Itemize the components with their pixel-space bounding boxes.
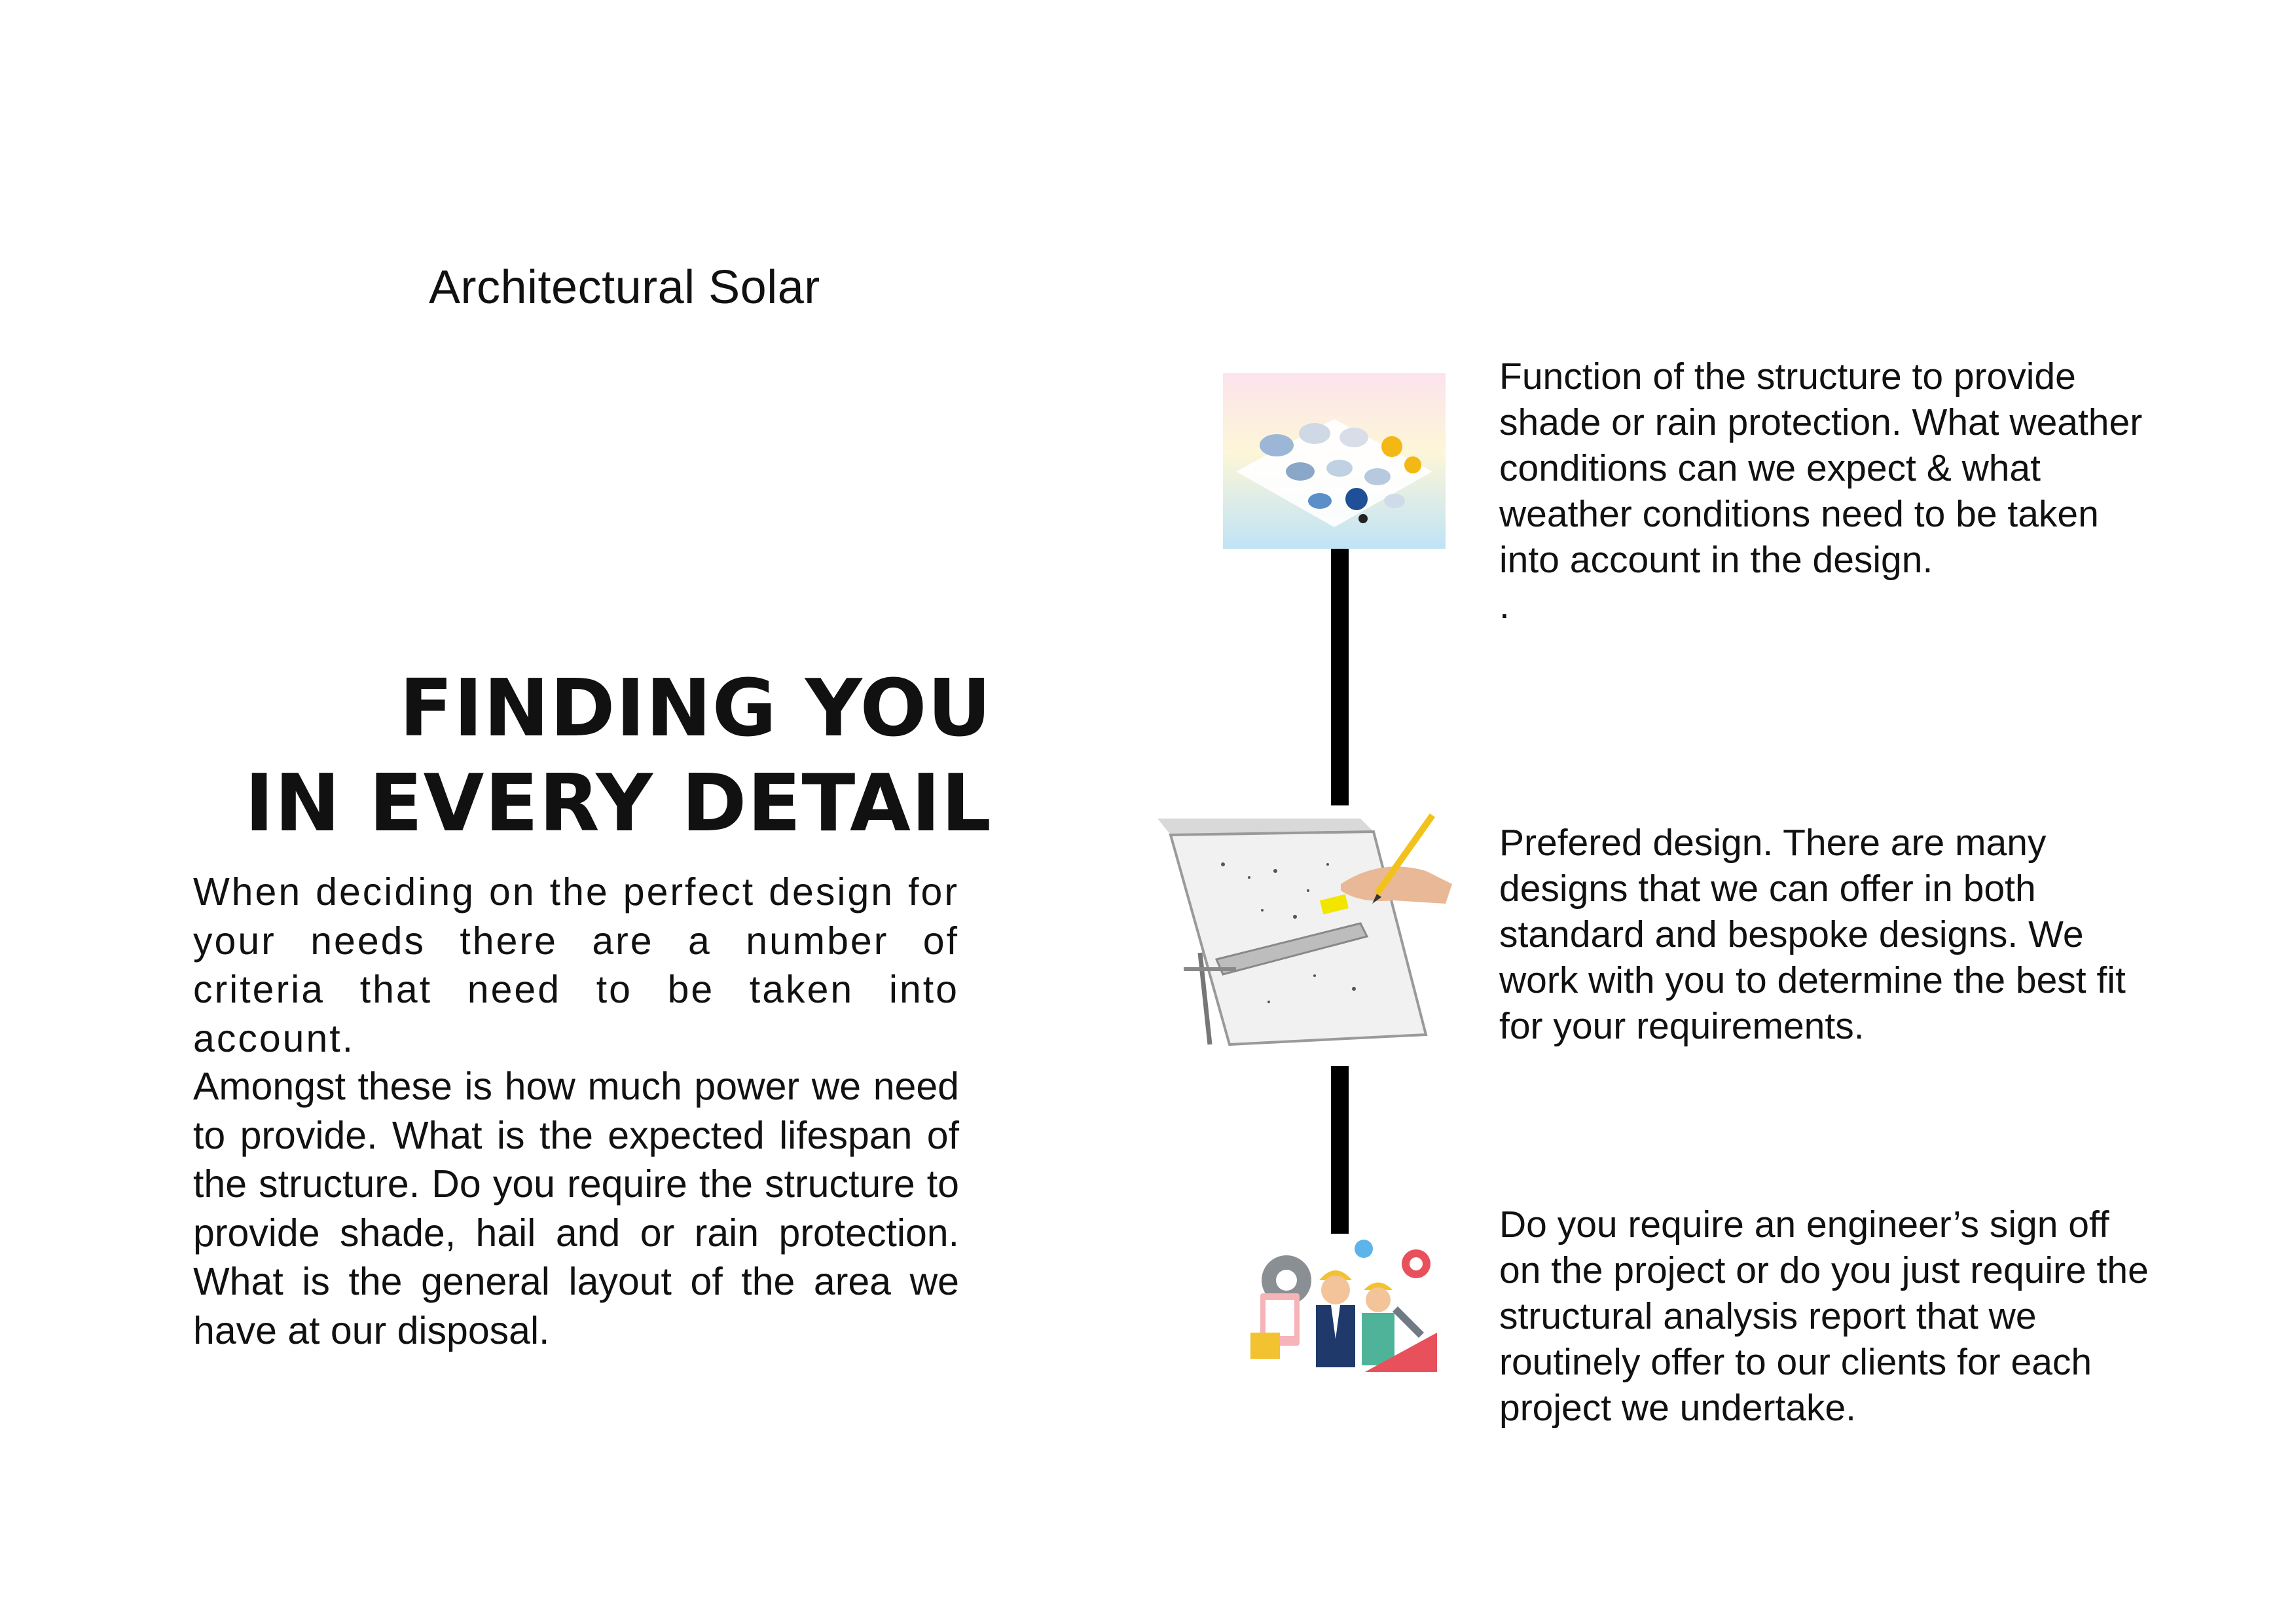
- step-2-text: Prefered design. There are many designs that we can offer in both standard and bespoke designs. We work with you to determine the best fit for your requirements.: [1499, 822, 2126, 1047]
- headline-line-2: IN EVERY DETAIL: [244, 758, 992, 849]
- headline: [196, 661, 992, 851]
- step-3-text: Do you require an engineer’s sign off on the project or do you just require the structural analysis report that we routinely offer to our clients for each project we undertake.: [1499, 1204, 2149, 1429]
- timeline-connector-2: [1331, 1066, 1349, 1234]
- engineers-illustration: [1247, 1234, 1450, 1378]
- brand-title: Architectural Solar: [429, 261, 820, 314]
- step-1-trailing-dot: .: [1499, 585, 1510, 627]
- step-1-description: Function of the structure to provide shade or rain protection. What weather conditions can we expect & what weather conditions need to be taken into account in the design.: [1499, 356, 2143, 581]
- timeline-connector-1: [1331, 549, 1349, 805]
- intro-paragraph-1: When deciding on the perfect design for your needs there are a number of criteria that need to be taken into account.: [193, 870, 959, 1060]
- drafting-table-illustration: [1144, 805, 1485, 1061]
- intro-paragraph-2: Amongst these is how much power we need to provide. What is the expected lifespan of the structure. Do you require the structure to provide shade, hail and or rain protection. What is the general layout of the area we have at our disposal.: [193, 1065, 959, 1352]
- headline-line-1: FINDING YOU: [399, 663, 992, 754]
- weather-icons-illustration: [1223, 373, 1446, 549]
- step-1-text: [1499, 354, 2154, 629]
